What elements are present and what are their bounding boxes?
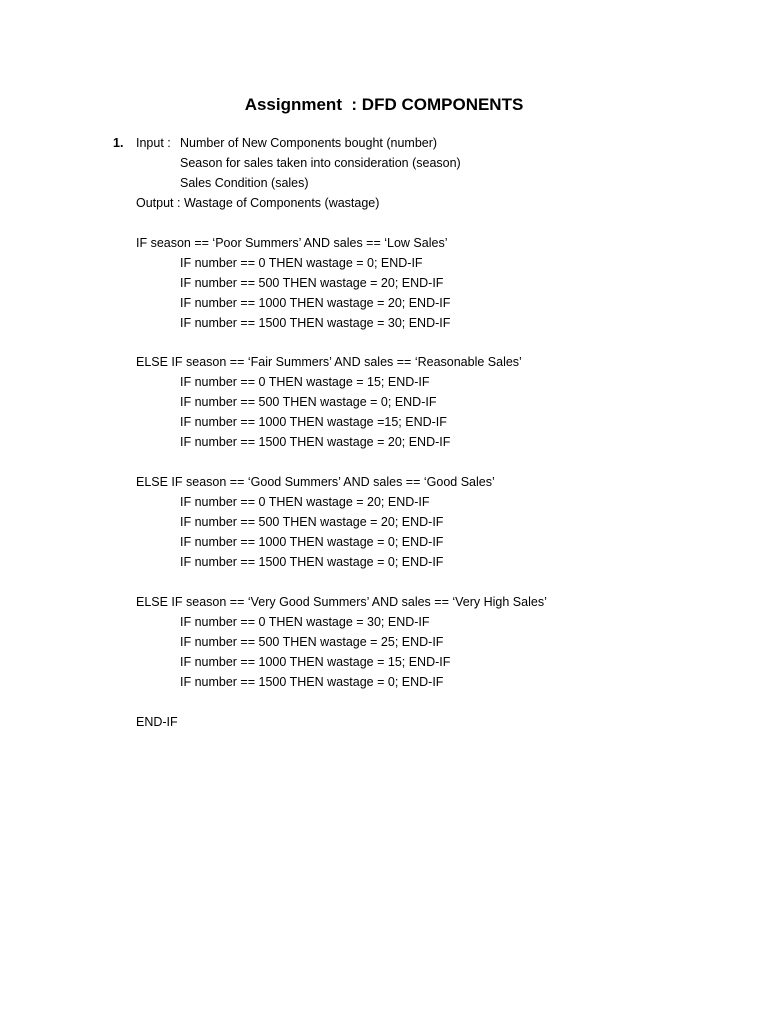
- rule-line: IF number == 1500 THEN wastage = 0; END-IF: [180, 675, 444, 689]
- condition-line: ELSE IF season == ‘Good Summers’ AND sales == ‘Good Sales’: [136, 475, 495, 489]
- condition-line: ELSE IF season == ‘Fair Summers’ AND sales == ‘Reasonable Sales’: [136, 355, 522, 369]
- rule-line: IF number == 500 THEN wastage = 25; END-IF: [180, 635, 444, 649]
- rule-line: IF number == 0 THEN wastage = 20; END-IF: [180, 495, 430, 509]
- page-title: Assignment : DFD COMPONENTS: [244, 95, 524, 114]
- input-line: Number of New Components bought (number): [180, 136, 438, 150]
- rule-line: IF number == 1500 THEN wastage = 30; END-IF: [180, 316, 451, 330]
- rule-line: IF number == 1500 THEN wastage = 0; END-IF: [180, 555, 444, 569]
- rule-line: IF number == 500 THEN wastage = 20; END-IF: [180, 276, 444, 290]
- condition-line: IF season == ‘Poor Summers’ AND sales == ‘Low Sales’: [136, 236, 448, 250]
- rule-line: IF number == 0 THEN wastage = 30; END-IF: [180, 615, 430, 629]
- input-line: Sales Condition (sales): [180, 176, 309, 190]
- output-line: Output : Wastage of Components (wastage): [136, 196, 380, 210]
- rule-line: IF number == 1000 THEN wastage = 15; END-IF: [180, 655, 451, 669]
- rule-line: IF number == 500 THEN wastage = 20; END-IF: [180, 515, 444, 529]
- condition-line: ELSE IF season == ‘Very Good Summers’ AND sales == ‘Very High Sales’: [136, 595, 547, 609]
- rule-line: IF number == 500 THEN wastage = 0; END-IF: [180, 395, 437, 409]
- rule-line: IF number == 1500 THEN wastage = 20; END-IF: [180, 435, 451, 449]
- input-line: Season for sales taken into consideration (season): [180, 156, 461, 170]
- input-label: Input :: [136, 136, 171, 150]
- rule-line: IF number == 1000 THEN wastage = 0; END-IF: [180, 535, 444, 549]
- rule-line: IF number == 1000 THEN wastage =15; END-IF: [180, 415, 447, 429]
- item-number: 1.: [113, 136, 124, 150]
- end-line: END-IF: [136, 715, 178, 729]
- rule-line: IF number == 0 THEN wastage = 15; END-IF: [180, 375, 430, 389]
- rule-line: IF number == 0 THEN wastage = 0; END-IF: [180, 256, 423, 270]
- rule-line: IF number == 1000 THEN wastage = 20; END-IF: [180, 296, 451, 310]
